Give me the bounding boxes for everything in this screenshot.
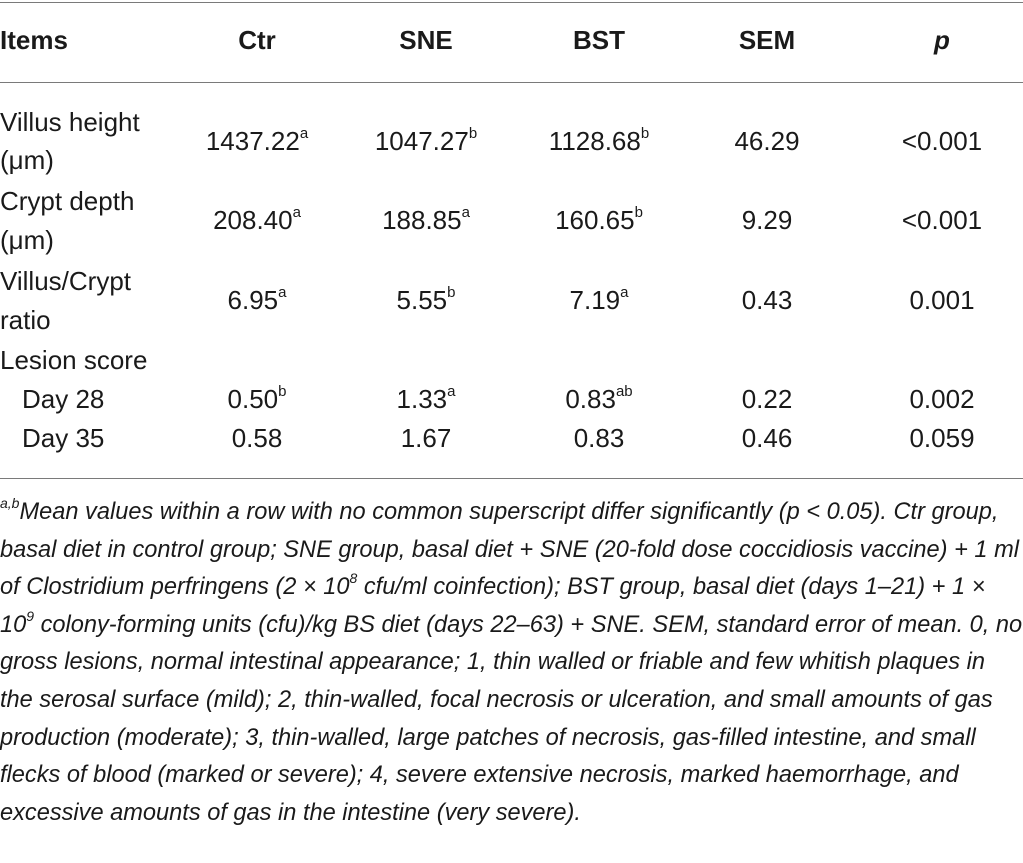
top-rule [0,2,1023,3]
header-bst: BST [573,25,625,55]
lesion-score-label: Lesion score [0,345,148,375]
cell-sem: 46.29 [734,126,800,156]
header-sne: SNE [399,25,453,55]
header-p: p [934,25,950,55]
header-items: Items [0,25,68,55]
row-label: Crypt depth [0,186,135,216]
cell-ctr: 6.95$^a$ [227,284,287,315]
header-rule [0,82,1023,83]
cell-bst: 1128.68$^b$ [548,125,650,156]
cell-sne: 1.33$^a$ [396,383,456,414]
cell-bst: 0.83 [573,423,625,453]
cell-ctr: 208.40$^a$ [213,204,301,235]
cell-sem: 9.29 [741,205,793,235]
cell-ctr: 0.58 [231,423,283,453]
row-label-unit: (μm) [0,145,54,175]
cell-p: 0.002 [909,384,975,414]
cell-p: <0.001 [901,205,983,235]
cell-p: 0.001 [909,285,975,315]
row-label: Villus/Crypt [0,266,132,296]
cell-sne: 1.67 [400,423,452,453]
cell-bst: 7.19$^a$ [569,284,629,315]
header-sem: SEM [738,25,796,55]
row-label: Villus height [0,107,140,137]
table-footnote: $^{a,b}$Mean values within a row with no common superscript differ significantly (p < 0.05). Ctr group, basal diet in control group; SNE group, basal diet + SNE (20-fold dose coccidiosis vaccine) + 1 ml of Clostridium perfringens ($2 \times 10^8$ cfu/ml coinfection); BST group, basal diet (days $1-21) + 1 \times 10^9$ colony-forming units (cfu)/kg BS diet (days 22–63) + SNE. SEM, standard error of mean. 0, no gross lesions, normal intestinal appearance; 1, thin walled or friable and few whitish plaques in the serosal surface (mild); 2, thin-walled, focal necrosis or ulceration, and small amounts of gas production (moderate); 3, thin-walled, large patches of necrosis, gas-filled intestine, and small flecks of blood (marked or severe); 4, severe extensive necrosis, marked haemorrhage, and excessive amounts of gas in the intestine (very severe). [0,495,1023,826]
cell-sne: 5.55$^b$ [396,284,456,315]
bottom-rule [0,478,1023,479]
cell-sem: 0.46 [741,423,793,453]
row-label-unit: ratio [0,305,51,335]
cell-ctr: 1437.22$^a$ [205,125,309,156]
row-label: Day 28 [22,384,105,414]
cell-ctr: 0.50$^b$ [227,383,287,414]
row-label-unit: (μm) [0,225,54,255]
cell-p: <0.001 [901,126,983,156]
header-ctr: Ctr [238,25,276,55]
cell-sem: 0.22 [741,384,793,414]
cell-bst: 0.83$^{ab}$ [565,383,633,414]
cell-bst: 160.65$^b$ [555,204,643,235]
cell-sne: 188.85$^a$ [382,204,470,235]
cell-sne: 1047.27$^b$ [374,125,478,156]
cell-p: 0.059 [909,423,975,453]
row-label: Day 35 [22,423,105,453]
cell-sem: 0.43 [741,285,793,315]
